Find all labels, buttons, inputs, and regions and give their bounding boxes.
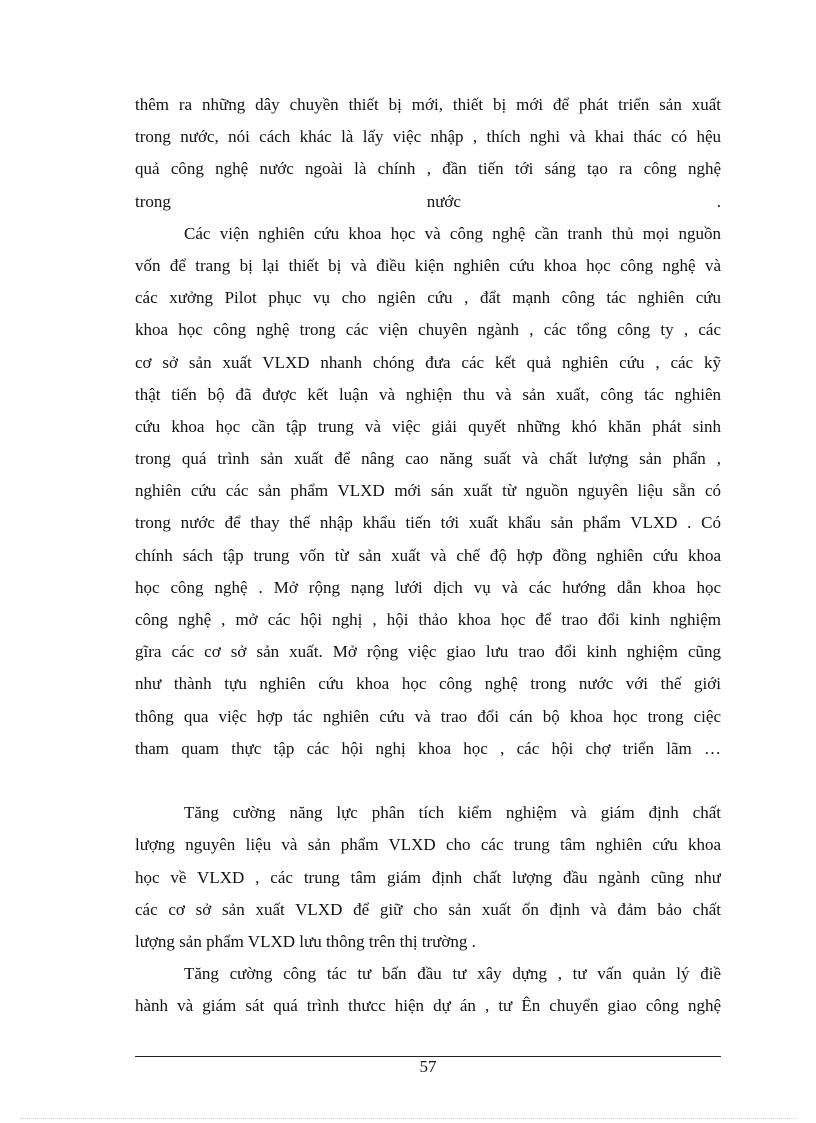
text-line: trong nước, nói cách khác là lấy việc nhập , thích nghi và khai thác có hệu	[135, 127, 721, 147]
text-line: thông qua việc hợp tác nghiên cứu và trao đổi cán bộ khoa học trong ciệc	[135, 706, 721, 726]
text-line: chính sách tập trung vốn từ sản xuất và chế độ hợp đồng nghiên cứu khoa	[135, 545, 721, 565]
text-line: các xưởng Pilot phục vụ cho ngiên cứu , đẩt mạnh công tác nghiên cứu	[135, 288, 721, 308]
page-edge-dotted-line	[20, 1118, 796, 1119]
text-line: các cơ sở sản xuất VLXD để giữ cho sản xuất ổn định và đảm bảo chất	[135, 899, 721, 919]
text-line: tham quam thực tập các hội nghị khoa học , các hội chợ triển lãm …	[135, 738, 721, 758]
text-line: công nghệ , mở các hội nghị , hội thảo khoa học để trao đổi kinh nghiệm	[135, 610, 721, 629]
blank-line	[135, 765, 721, 797]
text-line: Tăng cường công tác tư bấn đầu tư xây dựng , tư vấn quản lý điề	[184, 964, 721, 984]
text-line: như thành tựu nghiên cứu khoa học công nghệ trong nước với thế giới	[135, 674, 721, 694]
text-line: cứu khoa học cần tập trung và việc giải quyết những khó khăn phát sinh	[135, 416, 721, 436]
text-line: thật tiến bộ đã được kết luận và nghiện thu và sản xuất, công tác nghiên	[135, 384, 721, 404]
text-line: vốn để trang bị lại thiết bị và điều kiện nghiên cứu khoa học công nghệ và	[135, 255, 721, 275]
text-line: hành và giám sát quá trình thưcc hiện dự án , tư Ên chuyển giao công nghệ	[135, 996, 721, 1016]
text-line: khoa học công nghệ trong các viện chuyên ngành , các tổng công ty , các	[135, 320, 721, 340]
text-line: cơ sở sản xuất VLXD nhanh chóng đưa các kết quả nghiên cứu , các kỹ	[135, 352, 721, 372]
text-line: học về VLXD , các trung tâm giám định chất lượng đầu ngành cũng như	[135, 867, 721, 887]
text-line: học công nghệ . Mở rộng nạng lưới dịch vụ và các hướng dẫn khoa học	[135, 577, 721, 597]
text-line: quả công nghệ nước ngoài là chính , đần tiến tới sáng tạo ra công nghệ	[135, 159, 721, 179]
text-line: trong nước để thay thế nhập khẩu tiến tới xuất khẩu sản phẩm VLXD . Có	[135, 513, 721, 533]
text-line: nghiên cứu các sản phẩm VLXD mới sán xuất từ nguồn nguyên liệu sẵn có	[135, 481, 721, 501]
text-line: trong quá trình sản xuất để nâng cao năng suất và chất lượng sản phẩn ,	[135, 449, 721, 469]
text-line: gĩra các cơ sở sản xuất. Mở rộng việc giao lưu trao đổi kinh nghiệm cũng	[135, 642, 721, 662]
body-text	[135, 89, 721, 1022]
text-line: Các viện nghiên cứu khoa học và công nghệ cần tranh thủ mọi nguồn	[184, 223, 721, 243]
text-line: lượng nguyên liệu và sản phẩm VLXD cho các trung tâm nghiên cứu khoa	[135, 835, 721, 855]
text-line: trong nước .	[135, 191, 721, 211]
text-line: Tăng cường năng lực phân tích kiểm nghiệm và giám định chất	[184, 803, 721, 823]
text-line: lượng sản phẩm VLXD lưu thông trên thị trường .	[135, 931, 476, 951]
text-line: thêm ra những dây chuyền thiết bị mới, thiết bị mới để phát triển sản xuất	[135, 95, 721, 114]
page-number: 57	[419, 1057, 437, 1076]
